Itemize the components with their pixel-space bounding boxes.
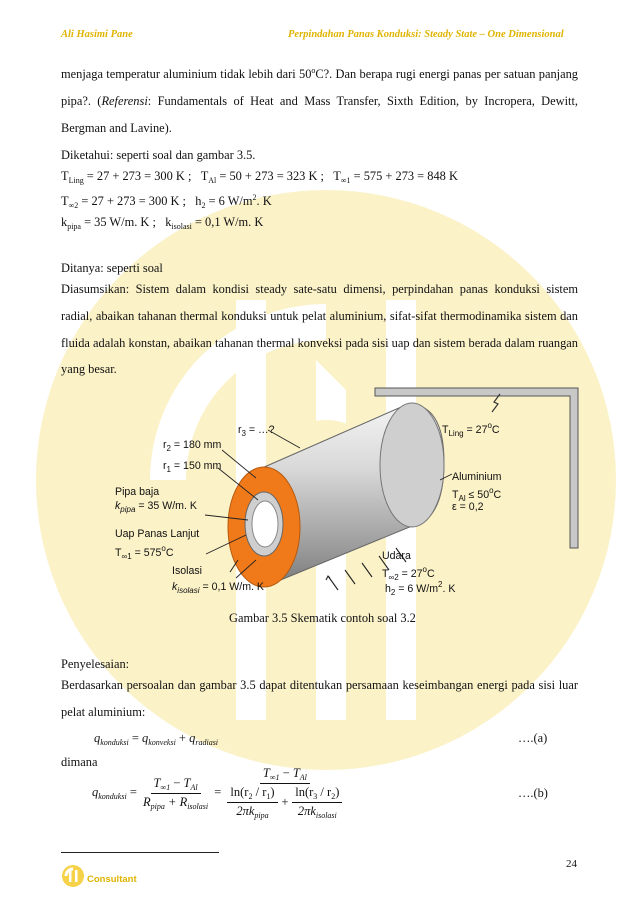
header-author: Ali Hasimi Pane: [61, 29, 133, 40]
fig-k-isolasi: $k_{isolasi} = 0,1$ W/m. K: [172, 581, 264, 595]
fig-t-al: $T_{Al} \le 50^oC$: [452, 486, 502, 503]
footer-rule: [61, 852, 219, 853]
fig-h2: $h_2 = 6$ $W/m^2$. K: [385, 580, 456, 597]
given-line-2: $T_{\infty 2} = 27 + 273 = 300$ K ; $h_2 = 6$ $W/m^2$. K: [61, 193, 272, 210]
header-title: Perpindahan Panas Konduksi: Steady State – One Dimensional: [288, 29, 564, 40]
consultant-logo-text: Consultant: [87, 874, 137, 885]
fig-pipa-baja: Pipa baja: [115, 486, 160, 498]
asumsi-paragraph: Diasumsikan: Sistem dalam kondisi steady sate-satu dimensi, perpindahan panas konduksi sistem radial, abaikan tahanan thermal konduksi untuk pelat aluminium, sifat-sifat thermodinamika sistem dan fluida adalah konstan, abaikan tahanan thermal konveksi pada sisi uap dan sistem berada dalam ruangan yang besar.: [61, 282, 578, 377]
fig-epsilon: ε = 0,2: [452, 501, 484, 513]
fig-r1: $r_1 = 150$ mm: [163, 460, 222, 474]
fraction-resistance: $\frac{T_{\infty 1} - T_{Al}}{R_{pipa} + R_{isolasi}}$: [143, 775, 209, 811]
fig-r3: $r_3$ = …?: [238, 424, 275, 438]
equation-a-tag: ….(a): [518, 731, 548, 745]
fig-isolasi: Isolasi: [172, 565, 203, 577]
fig-k-pipa: $k_{pipa} = 35$ W/m. K: [115, 500, 197, 514]
figure-caption: Gambar 3.5 Skematik contoh soal 3.2: [229, 611, 416, 625]
equation-b-tag: ….(b): [518, 786, 548, 800]
fig-r2: $r_2 = 180$ mm: [163, 439, 222, 453]
berdasarkan-paragraph: Berdasarkan persoalan dan gambar 3.5 dapat ditentukan persamaan keseimbangan energi pada sisi luar pelat aluminium:: [61, 678, 578, 719]
given-line-3: $k_{pipa} = 35$ W/m. K ; $k_{isolasi} = 0,1$ W/m. K: [61, 215, 264, 231]
fig-udara: Udara: [382, 550, 411, 562]
fig-uap: Uap Panas Lanjut: [115, 528, 200, 540]
radiation-arrow: [492, 394, 500, 412]
fig-aluminium: Aluminium: [452, 471, 502, 483]
dimana-text: dimana: [61, 755, 98, 769]
equation-a: $q_{konduksi} = q_{konveksi} + q_{radiasi}$: [94, 731, 219, 747]
given-line-1: $T_{Ling} = 27 + 273 = 300$ K ; $T_{Al} = 50 + 273 = 323$ K ; $T_{\infty 1} = 575 + 273 = 848$ K: [61, 169, 458, 185]
ditanya-text: Ditanya: seperti soal: [61, 261, 163, 275]
intro-paragraph: menjaga temperatur aluminium tidak lebih dari 50$^o$C?. Dan berapa rugi energi panas per satuan panjang pipa?. (Referensi: Fundamentals of Heat and Mass Transfer, Sixth Edition, by Incropera, Dewitt, Bergman and Lavine).: [61, 66, 579, 135]
diketahui-text: Diketahui: seperti soal dan gambar 3.5.: [61, 148, 256, 162]
penyelesaian-text: Penyelesaian:: [61, 657, 130, 671]
page-number: 24: [566, 858, 577, 870]
fig-t-inf2: $T_{\infty 2} = 27^oC$: [382, 565, 435, 582]
equation-b: $q_{konduksi}$ = $\frac{T_{\infty 1} - T_{Al}}{R_{pipa} + R_{isolasi}}$ = $T_{\infty 1} - T_{Al}$ $\frac{\ln(r_2 / r_1)}{2\pi k_{pipa}}$ + $\frac{\ln(r_3 / r_2)}{2\pi k_{isolasi}}$: [92, 766, 345, 820]
consultant-logo-icon: [61, 864, 85, 888]
fig-t-ling: $T_{Ling} = 27^oC$: [442, 421, 500, 438]
fig-t-inf1: $T_{\infty 1} = 575^oC$: [115, 544, 174, 561]
fraction-ln: $T_{\infty 1} - T_{Al}$ $\frac{\ln(r_2 / r_1)}{2\pi k_{pipa}}$ + $\frac{\ln(r_3 / r_2)}{2\pi k_{isolasi}}$: [224, 766, 345, 820]
